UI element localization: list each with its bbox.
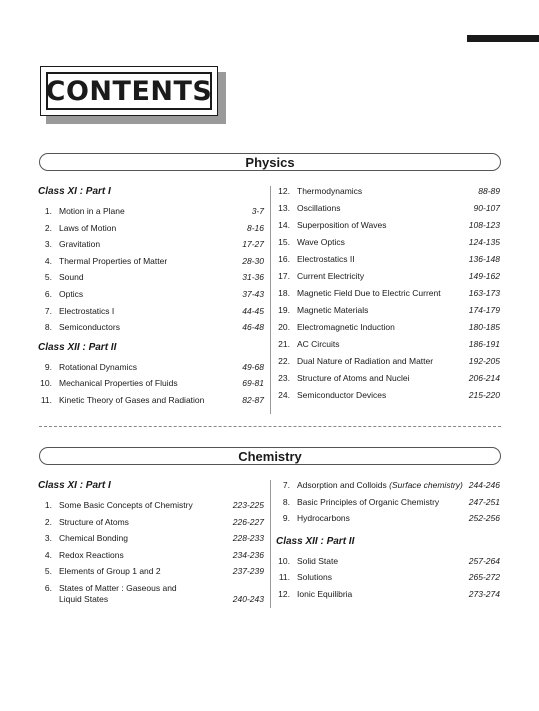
entry-pages: 192-205 bbox=[468, 356, 500, 366]
entry-title-text: Mechanical Properties of Fluids bbox=[59, 378, 178, 389]
entry-pages: 265-272 bbox=[468, 572, 500, 582]
entry-title bbox=[297, 237, 345, 248]
entry-number: 15. bbox=[278, 237, 290, 247]
entry-number: 11. bbox=[278, 572, 290, 582]
entry-title-text: Optics bbox=[59, 289, 84, 299]
toc-entry bbox=[276, 589, 500, 600]
toc-entry bbox=[276, 356, 500, 367]
toc-entry bbox=[38, 239, 264, 250]
toc-entry bbox=[276, 497, 500, 508]
entry-title bbox=[297, 572, 332, 583]
entry-title bbox=[297, 556, 338, 567]
entry-title-text: Hydrocarbons bbox=[297, 513, 350, 523]
entry-title-text: Electromagnetic Induction bbox=[297, 322, 395, 332]
entry-title-text: Oscillations bbox=[297, 203, 341, 213]
entry-number: 16. bbox=[278, 254, 290, 264]
entry-title-text: Magnetic Field Due to Electric Current bbox=[297, 288, 441, 298]
entry-title bbox=[59, 206, 125, 217]
page-title: CONTENTS bbox=[46, 72, 212, 110]
entry-pages: 257-264 bbox=[468, 555, 500, 566]
entry-title bbox=[59, 322, 120, 333]
entry-number: 6. bbox=[44, 289, 52, 299]
entry-title-text: Current Electricity bbox=[297, 271, 365, 281]
entry-pages: 186-191 bbox=[468, 339, 500, 349]
entry-title bbox=[297, 589, 352, 600]
physics-heading: Physics bbox=[39, 153, 501, 171]
toc-entry bbox=[38, 395, 264, 406]
toc-entry bbox=[38, 322, 264, 333]
entry-pages: 252-256 bbox=[468, 513, 500, 523]
toc-entry bbox=[276, 271, 500, 282]
entry-pages: 247-251 bbox=[468, 496, 500, 507]
entry-title bbox=[297, 220, 386, 231]
entry-pages: 17-27 bbox=[242, 239, 264, 250]
entry-title bbox=[59, 500, 193, 511]
contents-title-box bbox=[40, 66, 218, 116]
entry-title bbox=[297, 390, 386, 401]
entry-title-text: Laws of Motion bbox=[59, 222, 117, 233]
entry-number: 6. bbox=[44, 582, 52, 593]
entry-title bbox=[59, 550, 124, 561]
entry-pages: 244-246 bbox=[468, 480, 500, 490]
toc-entry bbox=[276, 480, 500, 491]
entry-number: 14. bbox=[278, 220, 290, 230]
toc-entry bbox=[38, 272, 264, 283]
title-frame bbox=[40, 66, 218, 116]
toc-entry bbox=[38, 583, 264, 605]
section-heading: Class XII : Part II bbox=[276, 535, 355, 547]
entry-number: 13. bbox=[278, 203, 290, 213]
toc-entry bbox=[276, 513, 500, 524]
entry-number: 11. bbox=[40, 395, 52, 405]
entry-number: 19. bbox=[278, 305, 290, 315]
entry-title-text: Adsorption and Colloids bbox=[297, 480, 387, 490]
entry-number: 4. bbox=[44, 255, 52, 266]
entry-title bbox=[59, 362, 137, 373]
toc-entry bbox=[38, 289, 264, 300]
entry-number: 2. bbox=[44, 516, 52, 527]
entry-title bbox=[59, 306, 114, 317]
entry-title bbox=[297, 305, 368, 316]
entry-title-text: Sound bbox=[59, 272, 84, 283]
entry-pages: 69-81 bbox=[242, 378, 264, 389]
entry-number: 20. bbox=[278, 322, 290, 332]
entry-title-text: Electrostatics II bbox=[297, 254, 355, 264]
entry-title bbox=[297, 271, 364, 282]
entry-title bbox=[297, 480, 463, 491]
entry-title bbox=[59, 272, 84, 283]
entry-number: 8. bbox=[282, 496, 290, 507]
entry-pages: 3-7 bbox=[251, 206, 264, 216]
toc-entry bbox=[38, 306, 264, 317]
entry-number: 5. bbox=[44, 566, 52, 576]
entry-title-text: AC Circuits bbox=[297, 339, 340, 349]
entry-title bbox=[297, 356, 433, 367]
entry-title bbox=[297, 322, 395, 333]
entry-title bbox=[59, 256, 167, 267]
entry-pages: 108-123 bbox=[468, 220, 500, 230]
entry-number: 2. bbox=[44, 222, 52, 233]
entry-title-text: Semiconductor Devices bbox=[297, 390, 387, 400]
entry-pages: 240-243 bbox=[232, 593, 264, 604]
entry-title-text: Some Basic Concepts of Chemistry bbox=[59, 500, 193, 510]
toc-entry bbox=[276, 237, 500, 248]
toc-entry bbox=[38, 223, 264, 234]
entry-pages: 215-220 bbox=[468, 390, 500, 400]
entry-pages: 273-274 bbox=[468, 588, 500, 599]
toc-entry bbox=[38, 550, 264, 561]
entry-number: 24. bbox=[278, 390, 290, 400]
entry-pages: 226-227 bbox=[232, 516, 264, 527]
entry-title-text: Elements of Group 1 and 2 bbox=[59, 566, 161, 576]
entry-pages: 223-225 bbox=[232, 500, 264, 510]
entry-number: 8. bbox=[44, 322, 52, 333]
entry-title-text: Solutions bbox=[297, 572, 332, 582]
entry-title bbox=[297, 513, 350, 524]
section-divider bbox=[39, 426, 501, 427]
entry-title-text: Thermodynamics bbox=[297, 186, 363, 196]
entry-title bbox=[59, 289, 83, 300]
toc-entry bbox=[38, 256, 264, 267]
entry-title-text: Kinetic Theory of Gases and Radiation bbox=[59, 395, 205, 405]
entry-number: 12. bbox=[278, 186, 290, 196]
entry-note: (Surface chemistry) bbox=[389, 480, 463, 490]
entry-title bbox=[297, 339, 340, 350]
section-heading: Class XI : Part I bbox=[38, 480, 111, 491]
toc-entry bbox=[276, 556, 500, 567]
entry-title-text: Electrostatics I bbox=[59, 305, 115, 316]
entry-title bbox=[297, 373, 409, 384]
entry-number: 3. bbox=[44, 533, 52, 543]
entry-title-text: Rotational Dynamics bbox=[59, 361, 137, 372]
entry-pages: 174-179 bbox=[468, 305, 500, 315]
entry-pages: 8-16 bbox=[246, 222, 264, 233]
corner-bar bbox=[467, 35, 539, 42]
entry-number: 10. bbox=[278, 555, 290, 566]
entry-title-text: Semiconductors bbox=[59, 322, 120, 333]
toc-entry bbox=[38, 566, 264, 577]
entry-pages: 90-107 bbox=[473, 203, 500, 213]
physics-column-divider bbox=[270, 186, 271, 414]
entry-number: 10. bbox=[40, 378, 52, 389]
chemistry-heading: Chemistry bbox=[39, 447, 501, 465]
entry-title-text: States of Matter : Gaseous and bbox=[59, 582, 177, 593]
entry-pages: 180-185 bbox=[468, 322, 500, 332]
toc-entry bbox=[38, 533, 264, 544]
toc-entry bbox=[38, 500, 264, 511]
entry-title-text: Solid State bbox=[297, 555, 339, 566]
entry-pages: 31-36 bbox=[242, 272, 264, 283]
entry-number: 17. bbox=[278, 271, 290, 281]
entry-pages: 28-30 bbox=[242, 255, 264, 266]
entry-number: 12. bbox=[278, 588, 290, 599]
entry-number: 18. bbox=[278, 288, 290, 298]
entry-pages: 44-45 bbox=[242, 305, 264, 316]
entry-number: 1. bbox=[44, 500, 52, 510]
entry-number: 1. bbox=[44, 206, 52, 216]
toc-entry bbox=[38, 378, 264, 389]
entry-pages: 163-173 bbox=[468, 288, 500, 298]
entry-title-line2: Liquid States bbox=[59, 593, 109, 604]
entry-pages: 206-214 bbox=[468, 373, 500, 383]
toc-entry bbox=[276, 322, 500, 333]
entry-title bbox=[297, 186, 362, 197]
toc-entry bbox=[38, 517, 264, 528]
toc-entry bbox=[276, 203, 500, 214]
entry-number: 4. bbox=[44, 549, 52, 560]
entry-title-text: Superposition of Waves bbox=[297, 220, 387, 230]
toc-entry bbox=[276, 254, 500, 265]
entry-pages: 234-236 bbox=[232, 549, 264, 560]
entry-pages: 88-89 bbox=[478, 186, 500, 196]
entry-pages: 136-148 bbox=[468, 254, 500, 264]
entry-pages: 46-48 bbox=[242, 322, 264, 333]
entry-title bbox=[59, 239, 100, 250]
entry-title bbox=[59, 395, 204, 406]
entry-number: 22. bbox=[278, 356, 290, 366]
entry-number: 9. bbox=[282, 513, 290, 523]
toc-entry bbox=[276, 390, 500, 401]
entry-title-text: Basic Principles of Organic Chemistry bbox=[297, 496, 440, 507]
entry-pages: 82-87 bbox=[242, 395, 264, 405]
entry-title bbox=[59, 378, 178, 389]
toc-entry bbox=[276, 305, 500, 316]
entry-title bbox=[59, 583, 177, 594]
entry-number: 7. bbox=[282, 480, 290, 490]
entry-title bbox=[59, 533, 128, 544]
toc-entry bbox=[38, 362, 264, 373]
entry-title bbox=[297, 288, 441, 299]
entry-number: 3. bbox=[44, 239, 52, 250]
entry-title-text: Magnetic Materials bbox=[297, 305, 369, 315]
toc-entry bbox=[276, 339, 500, 350]
entry-title bbox=[59, 223, 116, 234]
entry-title-text: Structure of Atoms bbox=[59, 516, 129, 527]
entry-title bbox=[297, 497, 439, 508]
entry-pages: 237-239 bbox=[232, 566, 264, 576]
toc-entry bbox=[276, 572, 500, 583]
section-heading: Class XI : Part I bbox=[38, 186, 111, 197]
toc-entry bbox=[276, 220, 500, 231]
toc-entry bbox=[276, 186, 500, 197]
entry-pages: 149-162 bbox=[468, 271, 500, 281]
entry-title bbox=[297, 254, 355, 265]
entry-title-text: Redox Reactions bbox=[59, 549, 124, 560]
entry-number: 21. bbox=[278, 339, 290, 349]
chemistry-column-divider bbox=[270, 480, 271, 608]
entry-pages: 228-233 bbox=[232, 533, 264, 543]
entry-pages: 37-43 bbox=[242, 289, 264, 299]
toc-entry bbox=[276, 373, 500, 384]
entry-title-text: Thermal Properties of Matter bbox=[59, 255, 168, 266]
entry-title-text: Structure of Atoms and Nuclei bbox=[297, 373, 410, 383]
entry-title-text: Gravitation bbox=[59, 239, 101, 250]
entry-number: 23. bbox=[278, 373, 290, 383]
entry-title bbox=[59, 517, 129, 528]
entry-title-text: Dual Nature of Radiation and Matter bbox=[297, 356, 434, 366]
entry-number: 9. bbox=[44, 361, 52, 372]
toc-entry bbox=[38, 206, 264, 217]
entry-title-text: Chemical Bonding bbox=[59, 533, 128, 543]
entry-pages: 49-68 bbox=[242, 361, 264, 372]
toc-entry bbox=[276, 288, 500, 299]
section-heading: Class XII : Part II bbox=[38, 341, 117, 353]
entry-title bbox=[59, 566, 161, 577]
entry-pages: 124-135 bbox=[468, 237, 500, 247]
entry-title-text: Ionic Equilibria bbox=[297, 588, 353, 599]
entry-title bbox=[297, 203, 340, 214]
entry-number: 5. bbox=[44, 272, 52, 283]
entry-number: 7. bbox=[44, 305, 52, 316]
entry-title-text: Motion in a Plane bbox=[59, 206, 125, 216]
entry-title-text: Wave Optics bbox=[297, 237, 345, 247]
